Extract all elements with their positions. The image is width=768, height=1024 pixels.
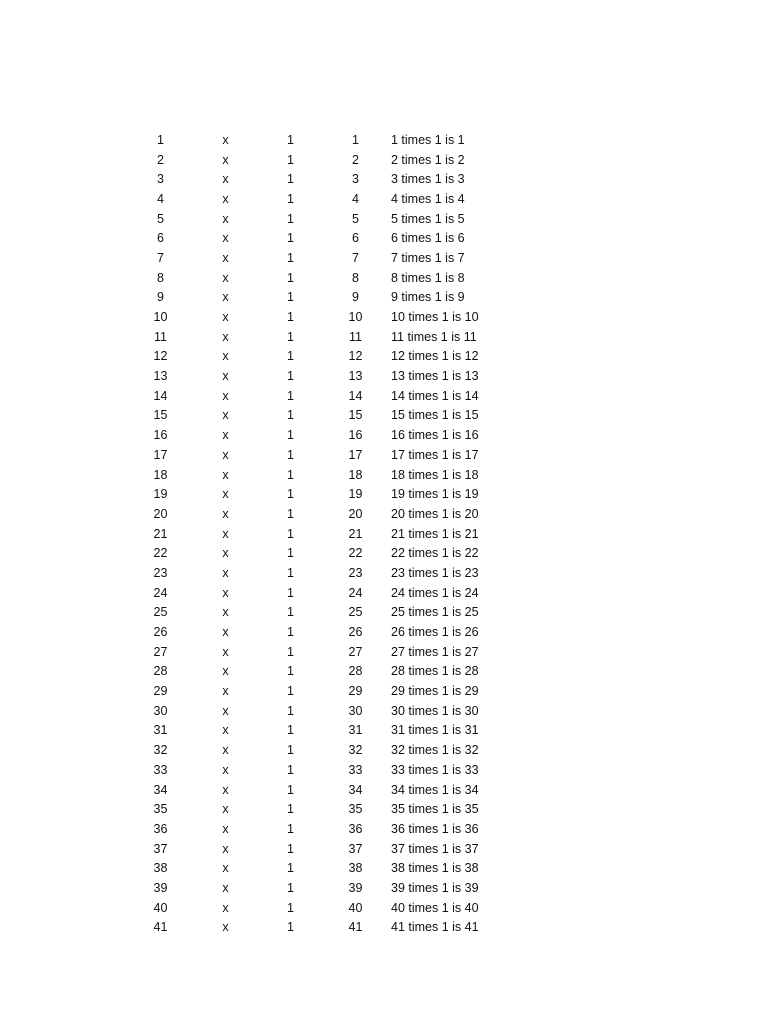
operator-cell: x (222, 703, 229, 718)
sentence-cell: 23 times 1 is 23 (391, 565, 479, 580)
operator-cell: x (222, 821, 229, 836)
product-cell: 17 (348, 447, 363, 462)
operator-cell: x (222, 900, 229, 915)
multiplier-cell: 1 (287, 349, 294, 364)
sentence-cell: 22 times 1 is 22 (391, 546, 479, 561)
operator-cell: x (222, 841, 229, 856)
sentence-cell: 41 times 1 is 41 (391, 920, 479, 935)
table-row (128, 839, 488, 859)
sentence-cell: 18 times 1 is 18 (391, 467, 479, 482)
product-cell: 5 (352, 211, 359, 226)
table-row (128, 780, 488, 800)
table-row (128, 543, 488, 563)
table-row (128, 347, 488, 367)
multiplier-cell: 1 (287, 841, 294, 856)
multiplier-cell: 1 (287, 250, 294, 265)
multiplication-table (128, 130, 488, 937)
multiplier-cell: 1 (287, 605, 294, 620)
multiplier-cell: 1 (287, 329, 294, 344)
operator-cell: x (222, 506, 229, 521)
product-cell: 19 (348, 487, 363, 502)
operator-cell: x (222, 782, 229, 797)
product-cell: 33 (348, 762, 363, 777)
sentence-cell: 31 times 1 is 31 (391, 723, 479, 738)
product-cell: 11 (349, 329, 362, 344)
sentence-cell: 8 times 1 is 8 (391, 270, 465, 285)
multiplicand-cell: 22 (153, 546, 168, 561)
multiplier-cell: 1 (287, 920, 294, 935)
table-row (128, 169, 488, 189)
operator-cell: x (222, 211, 229, 226)
sentence-cell: 4 times 1 is 4 (391, 191, 465, 206)
product-cell: 20 (348, 506, 363, 521)
table-row (128, 150, 488, 170)
multiplicand-cell: 31 (153, 723, 168, 738)
table-row (128, 406, 488, 426)
operator-cell: x (222, 723, 229, 738)
multiplier-cell: 1 (287, 526, 294, 541)
sentence-cell: 19 times 1 is 19 (391, 487, 479, 502)
operator-cell: x (222, 880, 229, 895)
operator-cell: x (222, 802, 229, 817)
table-row (128, 760, 488, 780)
multiplicand-cell: 21 (153, 526, 168, 541)
multiplier-cell: 1 (287, 388, 294, 403)
operator-cell: x (222, 664, 229, 679)
multiplicand-cell: 16 (153, 428, 168, 443)
operator-cell: x (222, 605, 229, 620)
multiplier-cell: 1 (287, 172, 294, 187)
sentence-cell: 25 times 1 is 25 (391, 605, 479, 620)
multiplicand-cell: 15 (153, 408, 168, 423)
multiplier-cell: 1 (287, 428, 294, 443)
sentence-cell: 21 times 1 is 21 (391, 526, 479, 541)
operator-cell: x (222, 447, 229, 462)
multiplier-cell: 1 (287, 565, 294, 580)
product-cell: 4 (352, 191, 359, 206)
table-row (128, 268, 488, 288)
operator-cell: x (222, 310, 229, 325)
product-cell: 26 (348, 625, 363, 640)
product-cell: 18 (348, 467, 363, 482)
table-row (128, 445, 488, 465)
table-row (128, 878, 488, 898)
product-cell: 27 (348, 644, 363, 659)
operator-cell: x (222, 329, 229, 344)
sentence-cell: 9 times 1 is 9 (391, 290, 465, 305)
product-cell: 12 (348, 349, 363, 364)
multiplicand-cell: 5 (157, 211, 164, 226)
multiplicand-cell: 10 (153, 310, 168, 325)
multiplicand-cell: 36 (153, 821, 168, 836)
sentence-cell: 12 times 1 is 12 (391, 349, 479, 364)
multiplier-cell: 1 (287, 782, 294, 797)
table-row (128, 563, 488, 583)
multiplicand-cell: 30 (153, 703, 168, 718)
operator-cell: x (222, 625, 229, 640)
product-cell: 34 (348, 782, 363, 797)
sentence-cell: 30 times 1 is 30 (391, 703, 479, 718)
sentence-cell: 17 times 1 is 17 (391, 447, 479, 462)
product-cell: 36 (348, 821, 363, 836)
table-row (128, 484, 488, 504)
product-cell: 13 (348, 369, 363, 384)
multiplier-cell: 1 (287, 664, 294, 679)
table-row (128, 858, 488, 878)
product-cell: 3 (352, 172, 359, 187)
multiplier-cell: 1 (287, 310, 294, 325)
table-row (128, 701, 488, 721)
multiplier-cell: 1 (287, 723, 294, 738)
multiplier-cell: 1 (287, 585, 294, 600)
sentence-cell: 15 times 1 is 15 (391, 408, 479, 423)
multiplier-cell: 1 (287, 644, 294, 659)
table-row (128, 248, 488, 268)
operator-cell: x (222, 546, 229, 561)
product-cell: 7 (352, 250, 359, 265)
table-row (128, 425, 488, 445)
multiplier-cell: 1 (287, 132, 294, 147)
multiplier-cell: 1 (287, 487, 294, 502)
multiplicand-cell: 14 (153, 388, 168, 403)
table-row (128, 327, 488, 347)
table-row (128, 130, 488, 150)
sentence-cell: 10 times 1 is 10 (391, 310, 479, 325)
sentence-cell: 14 times 1 is 14 (391, 388, 479, 403)
product-cell: 39 (348, 880, 363, 895)
multiplier-cell: 1 (287, 762, 294, 777)
table-row (128, 209, 488, 229)
multiplicand-cell: 7 (157, 250, 164, 265)
multiplicand-cell: 34 (153, 782, 168, 797)
multiplicand-cell: 12 (153, 349, 168, 364)
product-cell: 31 (348, 723, 363, 738)
multiplier-cell: 1 (287, 369, 294, 384)
multiplier-cell: 1 (287, 152, 294, 167)
sentence-cell: 29 times 1 is 29 (391, 684, 479, 699)
table-row (128, 721, 488, 741)
operator-cell: x (222, 250, 229, 265)
multiplicand-cell: 18 (153, 467, 168, 482)
multiplier-cell: 1 (287, 447, 294, 462)
multiplier-cell: 1 (287, 684, 294, 699)
operator-cell: x (222, 270, 229, 285)
product-cell: 8 (352, 270, 359, 285)
product-cell: 2 (352, 152, 359, 167)
multiplier-cell: 1 (287, 546, 294, 561)
multiplicand-cell: 26 (153, 625, 168, 640)
product-cell: 41 (348, 920, 363, 935)
multiplicand-cell: 20 (153, 506, 168, 521)
sentence-cell: 1 times 1 is 1 (391, 132, 465, 147)
product-cell: 28 (348, 664, 363, 679)
operator-cell: x (222, 762, 229, 777)
operator-cell: x (222, 428, 229, 443)
operator-cell: x (222, 369, 229, 384)
operator-cell: x (222, 743, 229, 758)
multiplicand-cell: 6 (157, 231, 164, 246)
sentence-cell: 13 times 1 is 13 (391, 369, 479, 384)
product-cell: 14 (348, 388, 363, 403)
multiplier-cell: 1 (287, 625, 294, 640)
multiplicand-cell: 38 (153, 861, 168, 876)
table-row (128, 603, 488, 623)
table-row (128, 918, 488, 938)
product-cell: 35 (348, 802, 363, 817)
product-cell: 21 (348, 526, 363, 541)
multiplier-cell: 1 (287, 467, 294, 482)
sentence-cell: 5 times 1 is 5 (391, 211, 465, 226)
operator-cell: x (222, 585, 229, 600)
sentence-cell: 33 times 1 is 33 (391, 762, 479, 777)
operator-cell: x (222, 388, 229, 403)
sentence-cell: 26 times 1 is 26 (391, 625, 479, 640)
multiplicand-cell: 19 (153, 487, 168, 502)
product-cell: 9 (352, 290, 359, 305)
table-row (128, 642, 488, 662)
operator-cell: x (222, 132, 229, 147)
product-cell: 6 (352, 231, 359, 246)
table-row (128, 228, 488, 248)
table-row (128, 288, 488, 308)
product-cell: 15 (348, 408, 363, 423)
product-cell: 38 (348, 861, 363, 876)
sentence-cell: 24 times 1 is 24 (391, 585, 479, 600)
operator-cell: x (222, 861, 229, 876)
product-cell: 29 (348, 684, 363, 699)
sentence-cell: 16 times 1 is 16 (391, 428, 479, 443)
product-cell: 32 (348, 743, 363, 758)
product-cell: 30 (348, 703, 363, 718)
product-cell: 25 (348, 605, 363, 620)
operator-cell: x (222, 487, 229, 502)
table-row (128, 898, 488, 918)
multiplicand-cell: 39 (153, 880, 168, 895)
sentence-cell: 20 times 1 is 20 (391, 506, 479, 521)
sentence-cell: 11 times 1 is 11 (391, 329, 477, 344)
sentence-cell: 3 times 1 is 3 (391, 172, 465, 187)
multiplicand-cell: 8 (157, 270, 164, 285)
multiplicand-cell: 23 (153, 565, 168, 580)
operator-cell: x (222, 467, 229, 482)
multiplier-cell: 1 (287, 861, 294, 876)
table-row (128, 465, 488, 485)
operator-cell: x (222, 684, 229, 699)
multiplier-cell: 1 (287, 231, 294, 246)
multiplicand-cell: 37 (153, 841, 168, 856)
sentence-cell: 28 times 1 is 28 (391, 664, 479, 679)
operator-cell: x (222, 172, 229, 187)
operator-cell: x (222, 231, 229, 246)
multiplier-cell: 1 (287, 802, 294, 817)
sentence-cell: 7 times 1 is 7 (391, 250, 465, 265)
table-row (128, 504, 488, 524)
multiplier-cell: 1 (287, 880, 294, 895)
table-row (128, 622, 488, 642)
sentence-cell: 36 times 1 is 36 (391, 821, 479, 836)
product-cell: 10 (348, 310, 363, 325)
product-cell: 40 (348, 900, 363, 915)
multiplier-cell: 1 (287, 900, 294, 915)
table-row (128, 524, 488, 544)
multiplicand-cell: 24 (153, 585, 168, 600)
operator-cell: x (222, 408, 229, 423)
multiplicand-cell: 9 (157, 290, 164, 305)
table-row (128, 740, 488, 760)
sentence-cell: 2 times 1 is 2 (391, 152, 465, 167)
multiplicand-cell: 2 (157, 152, 164, 167)
multiplicand-cell: 3 (157, 172, 164, 187)
multiplicand-cell: 32 (153, 743, 168, 758)
operator-cell: x (222, 920, 229, 935)
multiplier-cell: 1 (287, 191, 294, 206)
multiplicand-cell: 41 (153, 920, 168, 935)
product-cell: 37 (348, 841, 363, 856)
multiplicand-cell: 35 (153, 802, 168, 817)
multiplicand-cell: 27 (153, 644, 168, 659)
multiplicand-cell: 11 (154, 329, 167, 344)
multiplier-cell: 1 (287, 408, 294, 423)
sentence-cell: 32 times 1 is 32 (391, 743, 479, 758)
sentence-cell: 27 times 1 is 27 (391, 644, 479, 659)
table-row (128, 819, 488, 839)
multiplicand-cell: 28 (153, 664, 168, 679)
product-cell: 22 (348, 546, 363, 561)
product-cell: 16 (348, 428, 363, 443)
table-row (128, 662, 488, 682)
sentence-cell: 38 times 1 is 38 (391, 861, 479, 876)
multiplier-cell: 1 (287, 703, 294, 718)
table-row (128, 307, 488, 327)
operator-cell: x (222, 290, 229, 305)
product-cell: 1 (352, 132, 359, 147)
operator-cell: x (222, 152, 229, 167)
table-row (128, 189, 488, 209)
operator-cell: x (222, 565, 229, 580)
table-row (128, 681, 488, 701)
multiplier-cell: 1 (287, 506, 294, 521)
multiplicand-cell: 33 (153, 762, 168, 777)
multiplier-cell: 1 (287, 743, 294, 758)
multiplier-cell: 1 (287, 821, 294, 836)
product-cell: 24 (348, 585, 363, 600)
multiplier-cell: 1 (287, 211, 294, 226)
table-row (128, 583, 488, 603)
multiplicand-cell: 4 (157, 191, 164, 206)
multiplicand-cell: 25 (153, 605, 168, 620)
multiplicand-cell: 13 (153, 369, 168, 384)
sentence-cell: 37 times 1 is 37 (391, 841, 479, 856)
sentence-cell: 40 times 1 is 40 (391, 900, 479, 915)
operator-cell: x (222, 526, 229, 541)
table-row (128, 799, 488, 819)
sentence-cell: 39 times 1 is 39 (391, 880, 479, 895)
operator-cell: x (222, 191, 229, 206)
multiplicand-cell: 1 (157, 132, 164, 147)
product-cell: 23 (348, 565, 363, 580)
multiplicand-cell: 40 (153, 900, 168, 915)
multiplicand-cell: 29 (153, 684, 168, 699)
table-row (128, 366, 488, 386)
table-row (128, 386, 488, 406)
sentence-cell: 35 times 1 is 35 (391, 802, 479, 817)
multiplicand-cell: 17 (153, 447, 168, 462)
sentence-cell: 34 times 1 is 34 (391, 782, 479, 797)
sentence-cell: 6 times 1 is 6 (391, 231, 465, 246)
operator-cell: x (222, 349, 229, 364)
operator-cell: x (222, 644, 229, 659)
multiplier-cell: 1 (287, 270, 294, 285)
multiplier-cell: 1 (287, 290, 294, 305)
